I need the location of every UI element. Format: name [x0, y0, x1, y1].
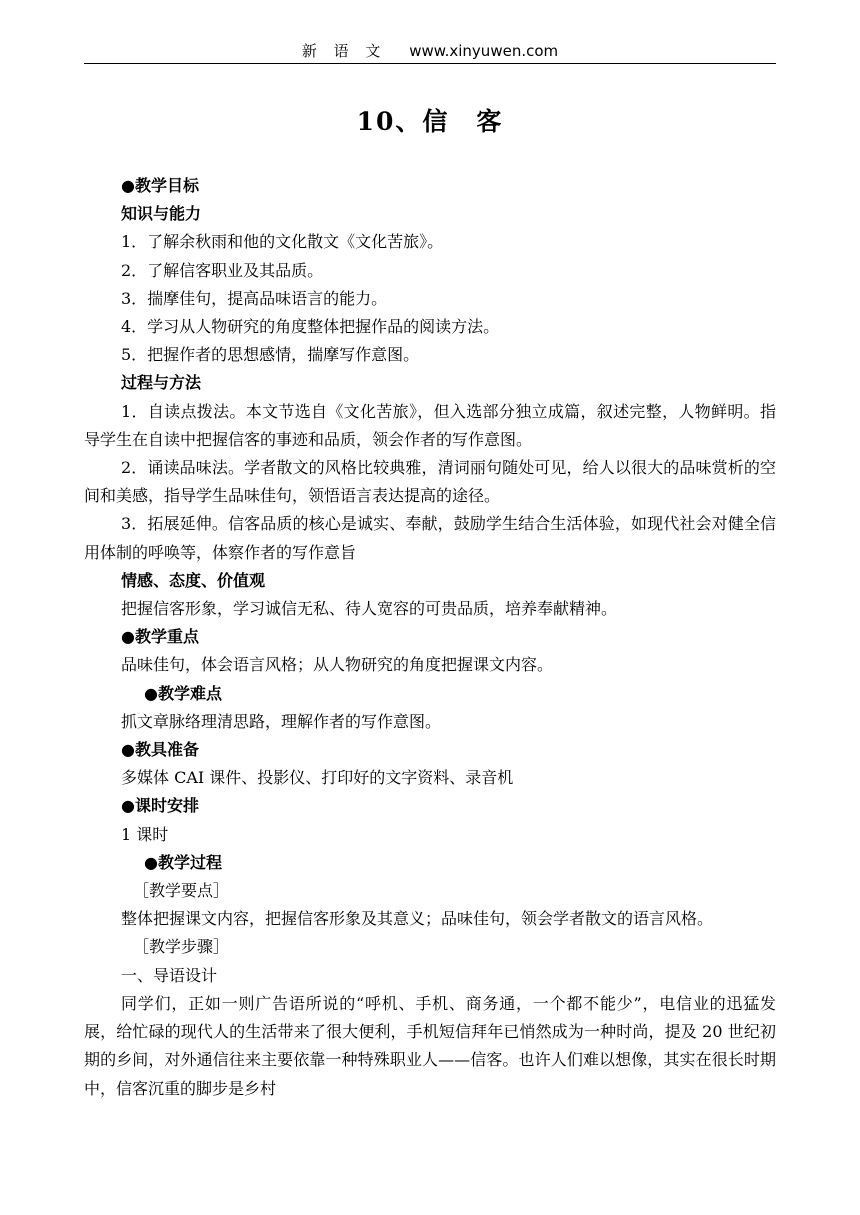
document-body: [84, 172, 776, 1103]
section-heading: ●教学重点: [121, 627, 199, 647]
body-paragraph: 抓文章脉络理清思路，理解作者的写作意图。: [121, 711, 442, 731]
site-name: 新 语 文: [301, 42, 387, 60]
page-header: [84, 38, 776, 64]
body-paragraph: 2．了解信客职业及其品质。: [121, 260, 324, 280]
body-paragraph: 4．学习从人物研究的角度整体把握作品的阅读方法。: [121, 317, 500, 337]
body-paragraph: 5．把握作者的思想感情，揣摩写作意图。: [121, 345, 420, 365]
section-heading: 过程与方法: [121, 373, 202, 393]
body-paragraph: 3．拓展延伸。信客品质的核心是诚实、奉献，鼓励学生结合生活体验，如现代社会对健全信用体制的呼唤等，体察作者的写作意旨: [84, 514, 776, 562]
section-heading: 知识与能力: [121, 204, 202, 224]
section-heading: ●教学过程: [144, 852, 222, 872]
body-paragraph: 品味佳句，体会语言风格；从人物研究的角度把握课文内容。: [121, 655, 554, 675]
body-paragraph: 1．了解余秋雨和他的文化散文《文化苦旅》。: [121, 232, 444, 252]
body-paragraph: 3．揣摩佳句，提高品味语言的能力。: [121, 288, 388, 308]
section-heading: ●教学目标: [121, 176, 199, 195]
body-paragraph: 2．诵读品味法。学者散文的风格比较典雅，清词丽句随处可见，给人以很大的品味赏析的空间和美感，指导学生品味佳句，领悟语言表达提高的途径。: [84, 458, 776, 506]
body-paragraph: 多媒体 CAI 课件、投影仪、打印好的文字资料、录音机: [121, 768, 514, 788]
site-url: www.xinyuwen.com: [409, 42, 559, 60]
body-paragraph: 1．自读点拨法。本文节选自《文化苦旅》，但入选部分独立成篇，叙述完整，人物鲜明。指导学生在自读中把握信客的事迹和品质，领会作者的写作意图。: [84, 401, 776, 449]
section-heading: 情感、态度、价值观: [121, 570, 266, 590]
body-paragraph: 一、导语设计: [121, 965, 218, 985]
body-paragraph: 把握信客形象，学习诚信无私、待人宽容的可贵品质，培养奉献精神。: [121, 599, 618, 619]
body-paragraph: 整体把握课文内容，把握信客形象及其意义；品味佳句，领会学者散文的语言风格。: [121, 909, 714, 929]
body-paragraph: ［教学步骤］: [133, 937, 230, 957]
section-heading: ●课时安排: [121, 796, 199, 816]
section-heading: ●教学难点: [144, 683, 222, 703]
body-paragraph: 1 课时: [121, 824, 169, 844]
body-paragraph: ［教学要点］: [133, 881, 230, 901]
body-paragraph: 同学们，正如一则广告语所说的“呼机、手机、商务通，一个都不能少”，电信业的迅猛发展，给忙碌的现代人的生活带来了很大便利，手机短信拜年已悄然成为一种时尚，提及 20 世纪初期的乡间，对外通信往来主要依靠一种特殊职业人——信客。也许人们难以想像，其实在很长时期中，信客沉重的脚步是乡村: [84, 993, 776, 1098]
section-heading: ●教具准备: [121, 740, 199, 760]
document-title: 10、信 客: [356, 107, 504, 136]
